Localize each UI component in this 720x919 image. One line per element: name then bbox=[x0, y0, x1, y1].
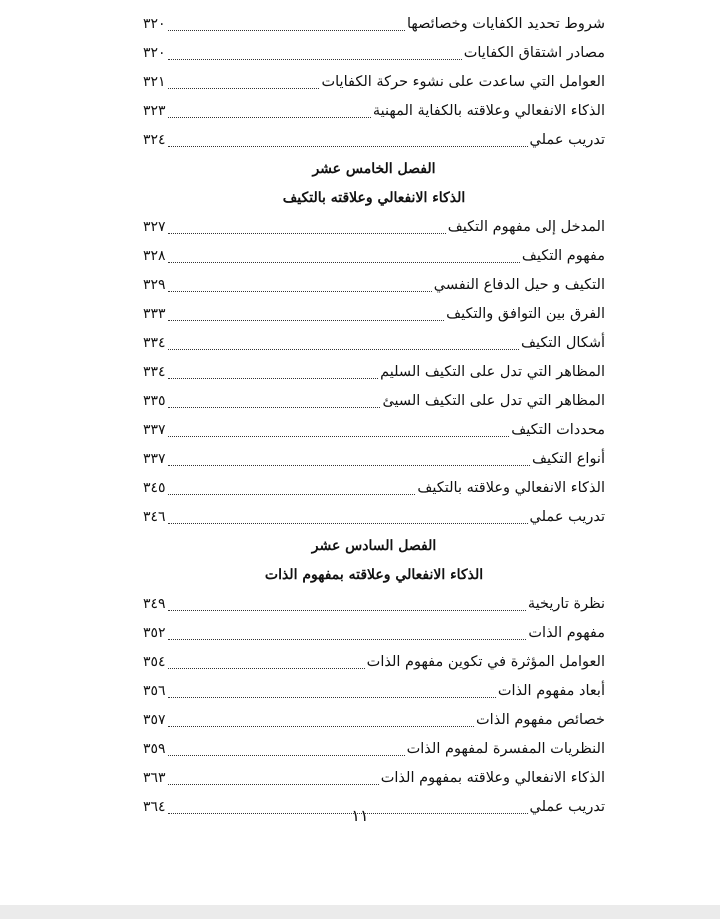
toc-entry-page: ٣٢٤ bbox=[143, 132, 166, 148]
toc-entry-page: ٣٣٤ bbox=[143, 364, 166, 380]
toc-entry bbox=[143, 126, 605, 155]
toc-entry-page: ٣٣٤ bbox=[143, 335, 166, 351]
toc-entry-title: الذكاء الانفعالي وعلاقته بالكفاية المهنية bbox=[372, 103, 605, 119]
toc-entry bbox=[143, 300, 605, 329]
dot-leader bbox=[168, 726, 474, 727]
toc-entry-page: ٣٤٦ bbox=[143, 509, 166, 525]
dot-leader bbox=[168, 88, 320, 89]
toc-entry bbox=[143, 39, 605, 68]
dot-leader bbox=[168, 784, 379, 785]
dot-leader bbox=[168, 668, 365, 669]
toc-entry bbox=[143, 590, 605, 619]
page-number: ١١ bbox=[351, 806, 369, 825]
toc-entry bbox=[143, 10, 605, 39]
toc-entry bbox=[143, 445, 605, 474]
toc-entry-title: تدريب عملي bbox=[529, 509, 605, 525]
chapter-title: الذكاء الانفعالي وعلاقته بمفهوم الذات bbox=[264, 567, 484, 583]
toc-entry-title: تدريب عملي bbox=[529, 132, 605, 148]
toc-entry-title: مفهوم الذات bbox=[528, 625, 605, 641]
dot-leader bbox=[168, 291, 432, 292]
toc-entry bbox=[143, 387, 605, 416]
toc-entry-title: الذكاء الانفعالي وعلاقته بمفهوم الذات bbox=[380, 770, 605, 786]
dot-leader bbox=[168, 436, 510, 437]
toc-entry bbox=[143, 242, 605, 271]
toc-entry-page: ٣٢٣ bbox=[143, 103, 166, 119]
toc-entry-page: ٣٢٧ bbox=[143, 219, 166, 235]
dot-leader bbox=[168, 233, 446, 234]
toc-entry-title: العوامل المؤثرة في تكوين مفهوم الذات bbox=[366, 654, 605, 670]
dot-leader bbox=[168, 755, 405, 756]
toc-entry-page: ٣٢٨ bbox=[143, 248, 166, 264]
toc-entry-title: النظريات المفسرة لمفهوم الذات bbox=[406, 741, 605, 757]
toc-entry-title: التكيف و حيل الدفاع النفسي bbox=[433, 277, 605, 293]
dot-leader bbox=[168, 349, 519, 350]
toc-entry-title: مصادر اشتقاق الكفايات bbox=[463, 45, 605, 61]
toc-entry bbox=[143, 706, 605, 735]
toc-entry-title: مفهوم التكيف bbox=[521, 248, 605, 264]
toc-entry-page: ٣٢٠ bbox=[143, 16, 166, 32]
toc-entry bbox=[143, 358, 605, 387]
chapter-heading: الفصل السادس عشر bbox=[311, 538, 437, 554]
bottom-strip bbox=[0, 905, 720, 919]
toc-entry-title: محددات التكيف bbox=[511, 422, 605, 438]
chapter-title: الذكاء الانفعالي وعلاقته بالتكيف bbox=[282, 190, 466, 206]
toc-entry bbox=[143, 764, 605, 793]
toc-entry-page: ٣٤٩ bbox=[143, 596, 166, 612]
toc-entry bbox=[143, 213, 605, 242]
dot-leader bbox=[168, 697, 496, 698]
dot-leader bbox=[168, 639, 527, 640]
dot-leader bbox=[168, 378, 379, 379]
toc-entry bbox=[143, 329, 605, 358]
toc-entry-title: خصائص مفهوم الذات bbox=[476, 712, 605, 728]
chapter-heading: الفصل الخامس عشر bbox=[312, 161, 436, 177]
toc-entry-page: ٣٥٧ bbox=[143, 712, 166, 728]
toc-entry-page: ٣٦٣ bbox=[143, 770, 166, 786]
table-of-contents bbox=[143, 10, 605, 822]
toc-entry bbox=[143, 68, 605, 97]
toc-entry bbox=[143, 416, 605, 445]
toc-entry-title: نظرة تاريخية bbox=[527, 596, 605, 612]
toc-entry bbox=[143, 503, 605, 532]
toc-entry bbox=[143, 271, 605, 300]
toc-entry-page: ٣٣٣ bbox=[143, 306, 166, 322]
dot-leader bbox=[168, 117, 371, 118]
toc-entry bbox=[143, 735, 605, 764]
dot-leader bbox=[168, 30, 405, 31]
toc-entry-title: المظاهر التي تدل على التكيف السيئ bbox=[382, 393, 605, 409]
dot-leader bbox=[168, 494, 416, 495]
toc-entry-title: العوامل التي ساعدت على نشوء حركة الكفايات bbox=[321, 74, 605, 90]
toc-entry-title: المظاهر التي تدل على التكيف السليم bbox=[380, 364, 605, 380]
toc-entry-page: ٣٢٠ bbox=[143, 45, 166, 61]
dot-leader bbox=[168, 146, 528, 147]
toc-entry-page: ٣٥٦ bbox=[143, 683, 166, 699]
dot-leader bbox=[168, 523, 528, 524]
toc-entry-page: ٣٥٩ bbox=[143, 741, 166, 757]
dot-leader bbox=[168, 59, 462, 60]
toc-entry-page: ٣٢١ bbox=[143, 74, 166, 90]
toc-entry bbox=[143, 97, 605, 126]
toc-entry-title: الذكاء الانفعالي وعلاقته بالتكيف bbox=[417, 480, 605, 496]
toc-entry-page: ٣٤٥ bbox=[143, 480, 166, 496]
toc-entry-title: أبعاد مفهوم الذات bbox=[497, 683, 605, 699]
toc-entry bbox=[143, 474, 605, 503]
dot-leader bbox=[168, 407, 381, 408]
toc-entry-title: شروط تحديد الكفايات وخصائصها bbox=[406, 16, 605, 32]
dot-leader bbox=[168, 320, 445, 321]
dot-leader bbox=[168, 262, 520, 263]
toc-entry-page: ٣٣٧ bbox=[143, 451, 166, 467]
toc-entry-page: ٣٥٢ bbox=[143, 625, 166, 641]
toc-entry-page: ٣٣٧ bbox=[143, 422, 166, 438]
toc-entry-title: أنواع التكيف bbox=[531, 451, 605, 467]
toc-entry-page: ٣٢٩ bbox=[143, 277, 166, 293]
toc-entry-page: ٣٥٤ bbox=[143, 654, 166, 670]
dot-leader bbox=[168, 465, 530, 466]
toc-entry-page: ٣٣٥ bbox=[143, 393, 166, 409]
dot-leader bbox=[168, 610, 526, 611]
toc-entry bbox=[143, 648, 605, 677]
toc-entry-title: الفرق بين التوافق والتكيف bbox=[446, 306, 605, 322]
toc-entry bbox=[143, 677, 605, 706]
toc-entry-title: المدخل إلى مفهوم التكيف bbox=[447, 219, 605, 235]
toc-entry bbox=[143, 619, 605, 648]
toc-entry-title: تدريب عملي bbox=[529, 799, 605, 815]
toc-entry-title: أشكال التكيف bbox=[521, 335, 605, 351]
toc-entry-page: ٣٦٤ bbox=[143, 799, 166, 815]
